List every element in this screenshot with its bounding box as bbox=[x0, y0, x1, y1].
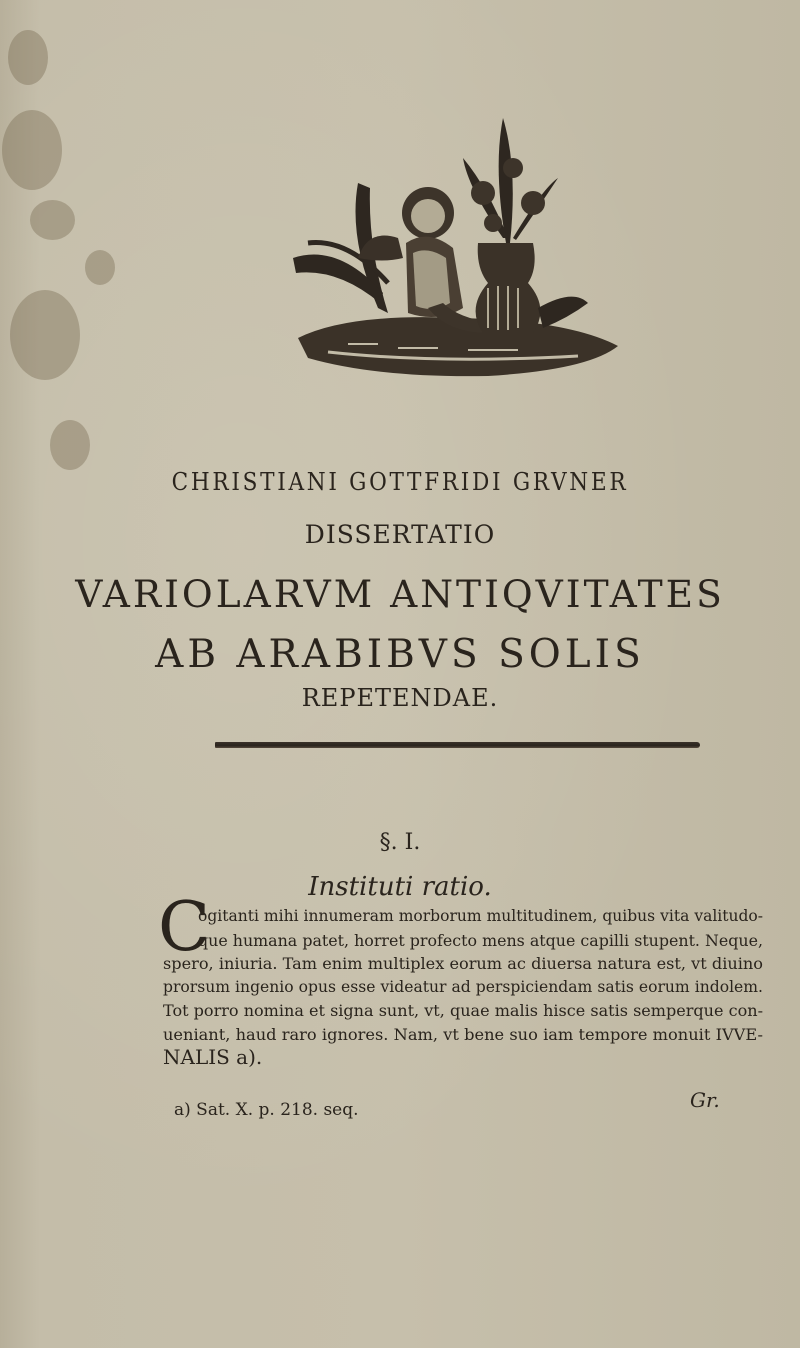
foxing-stain bbox=[85, 250, 115, 285]
body-text bbox=[163, 905, 763, 1070]
body-line: que humana patet, horret profecto mens atque capilli stupent. Neque, bbox=[198, 930, 763, 950]
author-line: CHRISTIANI GOTTFRIDI GRVNER bbox=[171, 468, 629, 496]
section-heading: Instituti ratio. bbox=[308, 872, 492, 902]
body-line: ogitanti mihi innumeram morborum multitudinem, quibus vita valitudo- bbox=[198, 907, 763, 925]
body-line: prorsum ingenio opus esse videatur ad perspiciendam satis eorum indolem. bbox=[163, 977, 763, 996]
foxing-stain bbox=[2, 110, 62, 190]
cherub-with-flower-vase-vignette bbox=[288, 108, 628, 388]
foxing-stain bbox=[10, 290, 80, 380]
body-line: ueniant, haud raro ignores. Nam, vt bene suo iam tempore monuit IVVE- bbox=[163, 1024, 763, 1044]
footnote: a) Sat. X. p. 218. seq. bbox=[174, 1100, 359, 1120]
foxing-stain bbox=[30, 200, 75, 240]
title-line-3: REPETENDAE. bbox=[301, 684, 499, 712]
section-number: §. I. bbox=[379, 830, 421, 855]
body-line: Tot porro nomina et signa sunt, vt, quae malis hisce satis semperque con- bbox=[163, 1001, 763, 1020]
foxing-stain bbox=[8, 30, 48, 85]
drop-cap: C bbox=[158, 888, 211, 967]
title-line-1: VARIOLARVM ANTIQVITATES bbox=[75, 572, 725, 616]
horizontal-rule bbox=[215, 742, 700, 748]
body-line: spero, iniuria. Tam enim multiplex eorum ac diuersa natura est, vt diuino bbox=[163, 954, 763, 973]
foxing-stain bbox=[50, 420, 90, 470]
genre-line: DISSERTATIO bbox=[304, 520, 496, 549]
title-line-2: AB ARABIBVS SOLIS bbox=[155, 632, 645, 677]
catchword: Gr. bbox=[690, 1088, 720, 1112]
body-line: NALIS a). bbox=[163, 1045, 263, 1069]
